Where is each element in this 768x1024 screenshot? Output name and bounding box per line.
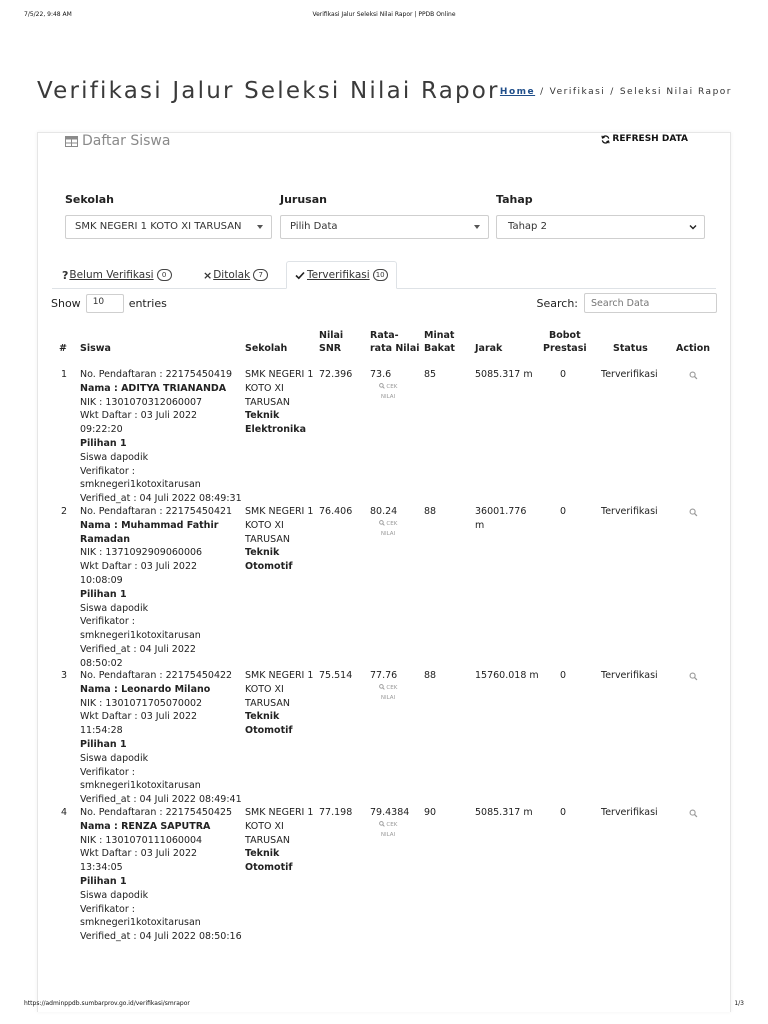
verifikator-label: Verifikator : xyxy=(80,465,135,477)
breadcrumb-home-link[interactable]: Home xyxy=(499,87,536,97)
bobot-prestasi: 0 xyxy=(560,807,567,818)
jarak: 5085.317 m xyxy=(475,369,533,380)
row-number: 2 xyxy=(61,506,68,517)
school-name-line: SMK NEGERI 1 xyxy=(245,369,314,380)
search-icon xyxy=(379,684,385,690)
school-name-line: TARUSAN xyxy=(245,396,290,408)
view-detail-button[interactable] xyxy=(689,508,698,517)
verifikator-label: Verifikator : xyxy=(80,766,135,778)
column-header-minat-bakat xyxy=(424,329,455,355)
student-name: Nama : ADITYA TRIANANDA xyxy=(80,382,227,394)
tab-label: Ditolak xyxy=(213,269,251,281)
column-header-text: Rata- xyxy=(370,330,399,341)
tab-label: Belum Verifikasi xyxy=(69,269,154,281)
bobot-prestasi: 0 xyxy=(560,670,567,681)
jarak: 15760.018 m xyxy=(475,670,539,681)
minat-bakat: 88 xyxy=(424,670,437,681)
refresh-data-label: REFRESH DATA xyxy=(612,134,688,144)
verified-at: Verified_at : 04 Juli 2022 08:49:41 xyxy=(80,794,242,806)
sekolah-select[interactable] xyxy=(65,215,272,239)
tab-count-badge: 0 xyxy=(157,269,172,281)
wkt-daftar: Wkt Daftar : 03 Juli 2022 10:08:09 xyxy=(80,561,198,586)
pendaftaran-number: No. Pendaftaran : 22175450421 xyxy=(80,506,233,517)
cek-label: CEK xyxy=(386,684,398,691)
minat-bakat: 85 xyxy=(424,369,437,380)
jurusan-line: Otomotif xyxy=(245,862,293,874)
refresh-icon xyxy=(601,135,610,144)
nilai-snr: 77.198 xyxy=(319,807,353,818)
verifikator-label: Verifikator : xyxy=(80,616,135,628)
search-label: Search: xyxy=(536,296,578,310)
column-header-action: Action xyxy=(676,343,711,354)
pilihan: Pilihan 1 xyxy=(80,875,127,887)
column-header-bobot-prestasi xyxy=(543,329,587,355)
jurusan-line: Teknik xyxy=(245,410,280,422)
column-header-text: Nilai xyxy=(319,330,344,341)
wkt-daftar: Wkt Daftar : 03 Juli 2022 09:22:20 xyxy=(80,410,198,436)
rata-nilai: 77.76 xyxy=(370,670,398,681)
rata-nilai-cell xyxy=(370,806,409,840)
school-name-line: TARUSAN xyxy=(245,533,290,545)
jurusan-line: Otomotif xyxy=(245,725,293,737)
bobot-prestasi: 0 xyxy=(560,506,567,517)
caret-down-icon xyxy=(257,225,263,229)
nilai-label: NILAI xyxy=(380,530,396,537)
print-page-number: 1/3 xyxy=(734,1000,744,1007)
rata-nilai: 73.6 xyxy=(370,369,392,380)
search-icon xyxy=(379,383,385,389)
verified-at: Verified_at : 04 Juli 2022 08:49:31 xyxy=(80,493,242,505)
jarak-cell xyxy=(475,505,526,533)
wkt-daftar: Wkt Daftar : 03 Juli 2022 11:54:28 xyxy=(80,711,198,737)
column-header-siswa: Siswa xyxy=(80,343,111,354)
search-icon xyxy=(689,508,698,517)
tahap-select[interactable] xyxy=(496,215,705,239)
breadcrumb-current: Seleksi Nilai Rapor xyxy=(619,87,732,97)
card-title-text: Daftar Siswa xyxy=(82,133,171,149)
breadcrumb-verifikasi[interactable]: Verifikasi xyxy=(549,87,606,97)
school-name-line: KOTO XI xyxy=(245,519,284,531)
table-search xyxy=(537,293,718,313)
school-name-line: TARUSAN xyxy=(245,697,290,709)
pendaftaran-number: No. Pendaftaran : 22175450425 xyxy=(80,807,233,818)
pendaftaran-number: No. Pendaftaran : 22175450422 xyxy=(80,670,233,681)
school-name-line: SMK NEGERI 1 xyxy=(245,670,314,681)
tab-terverifikasi[interactable] xyxy=(286,261,397,289)
print-header xyxy=(24,11,744,21)
check-icon xyxy=(295,271,305,280)
sekolah-cell xyxy=(245,806,315,875)
cek-nilai-link[interactable] xyxy=(370,519,406,539)
student-nik: NIK : 1301070111060004 xyxy=(80,834,203,846)
column-header-text: Minat xyxy=(424,330,455,341)
search-icon xyxy=(689,672,698,681)
verifikator-name: smknegeri1kotoxitarusan xyxy=(80,917,201,929)
breadcrumb-separator: / xyxy=(540,87,545,97)
caret-down-icon xyxy=(474,225,480,229)
jurusan-line: Elektronika xyxy=(245,424,307,436)
column-header-status: Status xyxy=(613,343,648,354)
page-title: Verifikasi Jalur Seleksi Nilai Rapor xyxy=(37,78,500,104)
column-header-no: # xyxy=(59,343,67,354)
row-number: 1 xyxy=(61,369,68,380)
pilihan: Pilihan 1 xyxy=(80,588,127,600)
school-name-line: SMK NEGERI 1 xyxy=(245,807,314,818)
status-text: Terverifikasi xyxy=(601,807,658,818)
pilihan: Pilihan 1 xyxy=(80,437,127,449)
nilai-label: NILAI xyxy=(380,393,396,400)
print-url: https://adminppdb.sumbarprov.go.id/verifikasi/smrapor xyxy=(24,1000,190,1007)
search-icon xyxy=(689,371,698,380)
minat-bakat: 88 xyxy=(424,506,437,517)
rata-nilai: 80.24 xyxy=(370,506,398,517)
question-icon: ? xyxy=(62,268,69,282)
card-title xyxy=(65,133,170,149)
nilai-snr: 72.396 xyxy=(319,369,353,380)
verified-at-time: 08:50:02 xyxy=(80,657,123,669)
verified-at: Verified_at : 04 Juli 2022 08:50:16 xyxy=(80,931,242,943)
tahap-select-value: Tahap 2 xyxy=(508,221,547,232)
student-name-line-2: Ramadan xyxy=(80,533,131,545)
verified-at: Verified_at : 04 Juli 2022 xyxy=(80,643,196,655)
jurusan-line: Teknik xyxy=(245,547,280,559)
print-date: 7/5/22, 9:48 AM xyxy=(24,11,72,18)
cek-nilai-link[interactable] xyxy=(370,382,406,402)
refresh-data-button[interactable] xyxy=(601,134,688,144)
sekolah-label: Sekolah xyxy=(65,193,114,206)
chevron-down-icon xyxy=(688,222,698,232)
show-label: Show xyxy=(51,297,81,310)
search-icon xyxy=(379,821,385,827)
verifikator-name: smknegeri1kotoxitarusan xyxy=(80,780,201,792)
jarak-unit: m xyxy=(475,519,485,531)
cek-label: CEK xyxy=(386,383,398,390)
column-header-sekolah: Sekolah xyxy=(245,343,288,354)
tab-ditolak[interactable] xyxy=(203,261,268,289)
nilai-snr: 75.514 xyxy=(319,670,353,681)
search-icon xyxy=(689,809,698,818)
table-icon xyxy=(65,136,78,147)
school-name-line: KOTO XI xyxy=(245,683,284,695)
bobot-prestasi: 0 xyxy=(560,369,567,380)
cek-nilai-link[interactable] xyxy=(370,683,406,703)
tahap-label: Tahap xyxy=(496,193,533,206)
rata-nilai-cell xyxy=(370,669,406,703)
breadcrumb-separator: / xyxy=(610,87,615,97)
student-nik: NIK : 1371092909060006 xyxy=(80,547,203,559)
jarak: 36001.776 xyxy=(475,506,527,517)
rata-nilai-cell xyxy=(370,505,406,539)
student-nik: NIK : 1301070312060007 xyxy=(80,396,203,408)
sekolah-cell xyxy=(245,368,315,437)
jurusan-line: Teknik xyxy=(245,711,280,723)
column-header-text: Bobot xyxy=(548,330,581,341)
times-icon: × xyxy=(203,268,213,282)
cek-nilai-link[interactable] xyxy=(370,820,406,840)
school-name-line: TARUSAN xyxy=(245,834,290,846)
sekolah-select-value: SMK NEGERI 1 KOTO XI TARUSAN xyxy=(75,221,242,232)
column-header-text: Bakat xyxy=(424,343,455,354)
student-name: Nama : RENZA SAPUTRA xyxy=(80,820,211,832)
row-number: 3 xyxy=(61,670,68,681)
cek-label: CEK xyxy=(386,821,398,828)
view-detail-button[interactable] xyxy=(689,672,698,681)
school-name-line: KOTO XI xyxy=(245,820,284,832)
jarak: 5085.317 m xyxy=(475,807,533,818)
status-text: Terverifikasi xyxy=(601,506,658,517)
student-list-card xyxy=(37,132,731,1012)
dapodik-status: Siswa dapodik xyxy=(80,889,149,901)
print-doc-title: Verifikasi Jalur Seleksi Nilai Rapor | PPDB Online xyxy=(312,11,456,18)
sekolah-cell xyxy=(245,669,315,738)
siswa-cell xyxy=(80,806,242,944)
jurusan-select-value: Pilih Data xyxy=(290,221,338,232)
entries-select[interactable]: 10 xyxy=(86,294,124,313)
siswa-cell xyxy=(80,368,242,506)
siswa-cell xyxy=(80,669,242,807)
siswa-cell xyxy=(80,505,242,671)
dapodik-status: Siswa dapodik xyxy=(80,602,149,614)
search-input[interactable] xyxy=(584,293,717,313)
verifikator-name: smknegeri1kotoxitarusan xyxy=(80,630,201,642)
entries-label: entries xyxy=(128,297,167,310)
view-detail-button[interactable] xyxy=(689,371,698,380)
tab-belum-verifikasi[interactable] xyxy=(62,261,172,289)
nilai-label: NILAI xyxy=(380,694,396,701)
student-nik: NIK : 1301071705070002 xyxy=(80,697,203,709)
wkt-daftar: Wkt Daftar : 03 Juli 2022 13:34:05 xyxy=(80,848,198,874)
column-header-rata-nilai xyxy=(370,329,420,355)
breadcrumb xyxy=(500,87,732,97)
tab-count-badge: 10 xyxy=(373,269,388,281)
sekolah-cell xyxy=(245,505,315,574)
row-number: 4 xyxy=(61,807,68,818)
pendaftaran-number: No. Pendaftaran : 22175450419 xyxy=(80,369,233,380)
show-entries xyxy=(51,294,167,313)
school-name-line: KOTO XI xyxy=(245,382,284,394)
jurusan-select[interactable] xyxy=(280,215,489,239)
tab-label: Terverifikasi xyxy=(307,269,370,281)
column-header-text: SNR xyxy=(319,343,342,354)
search-icon xyxy=(379,520,385,526)
school-name-line: SMK NEGERI 1 xyxy=(245,506,314,517)
minat-bakat: 90 xyxy=(424,807,437,818)
verifikator-label: Verifikator : xyxy=(80,903,135,915)
student-name: Nama : Muhammad Fathir xyxy=(80,519,219,531)
nilai-snr: 76.406 xyxy=(319,506,353,517)
column-header-text: Prestasi xyxy=(543,343,587,354)
dapodik-status: Siswa dapodik xyxy=(80,451,149,463)
status-text: Terverifikasi xyxy=(601,369,658,380)
jurusan-line: Otomotif xyxy=(245,561,293,573)
column-header-nilai-snr xyxy=(319,329,343,355)
pilihan: Pilihan 1 xyxy=(80,738,127,750)
tab-count-badge: 7 xyxy=(253,269,268,281)
rata-nilai: 79.4384 xyxy=(370,807,410,818)
column-header-jarak: Jarak xyxy=(475,343,503,354)
jurusan-line: Teknik xyxy=(245,848,280,860)
page-header xyxy=(37,78,732,108)
view-detail-button[interactable] xyxy=(689,809,698,818)
dapodik-status: Siswa dapodik xyxy=(80,752,149,764)
cek-label: CEK xyxy=(386,520,398,527)
student-name: Nama : Leonardo Milano xyxy=(80,683,211,695)
rata-nilai-cell xyxy=(370,368,406,402)
column-header-text: rata Nilai xyxy=(370,343,420,354)
nilai-label: NILAI xyxy=(380,831,396,838)
jurusan-label: Jurusan xyxy=(280,193,327,206)
verifikator-name: smknegeri1kotoxitarusan xyxy=(80,479,201,491)
status-text: Terverifikasi xyxy=(601,670,658,681)
status-tabs xyxy=(52,261,716,289)
print-footer xyxy=(24,1000,744,1010)
